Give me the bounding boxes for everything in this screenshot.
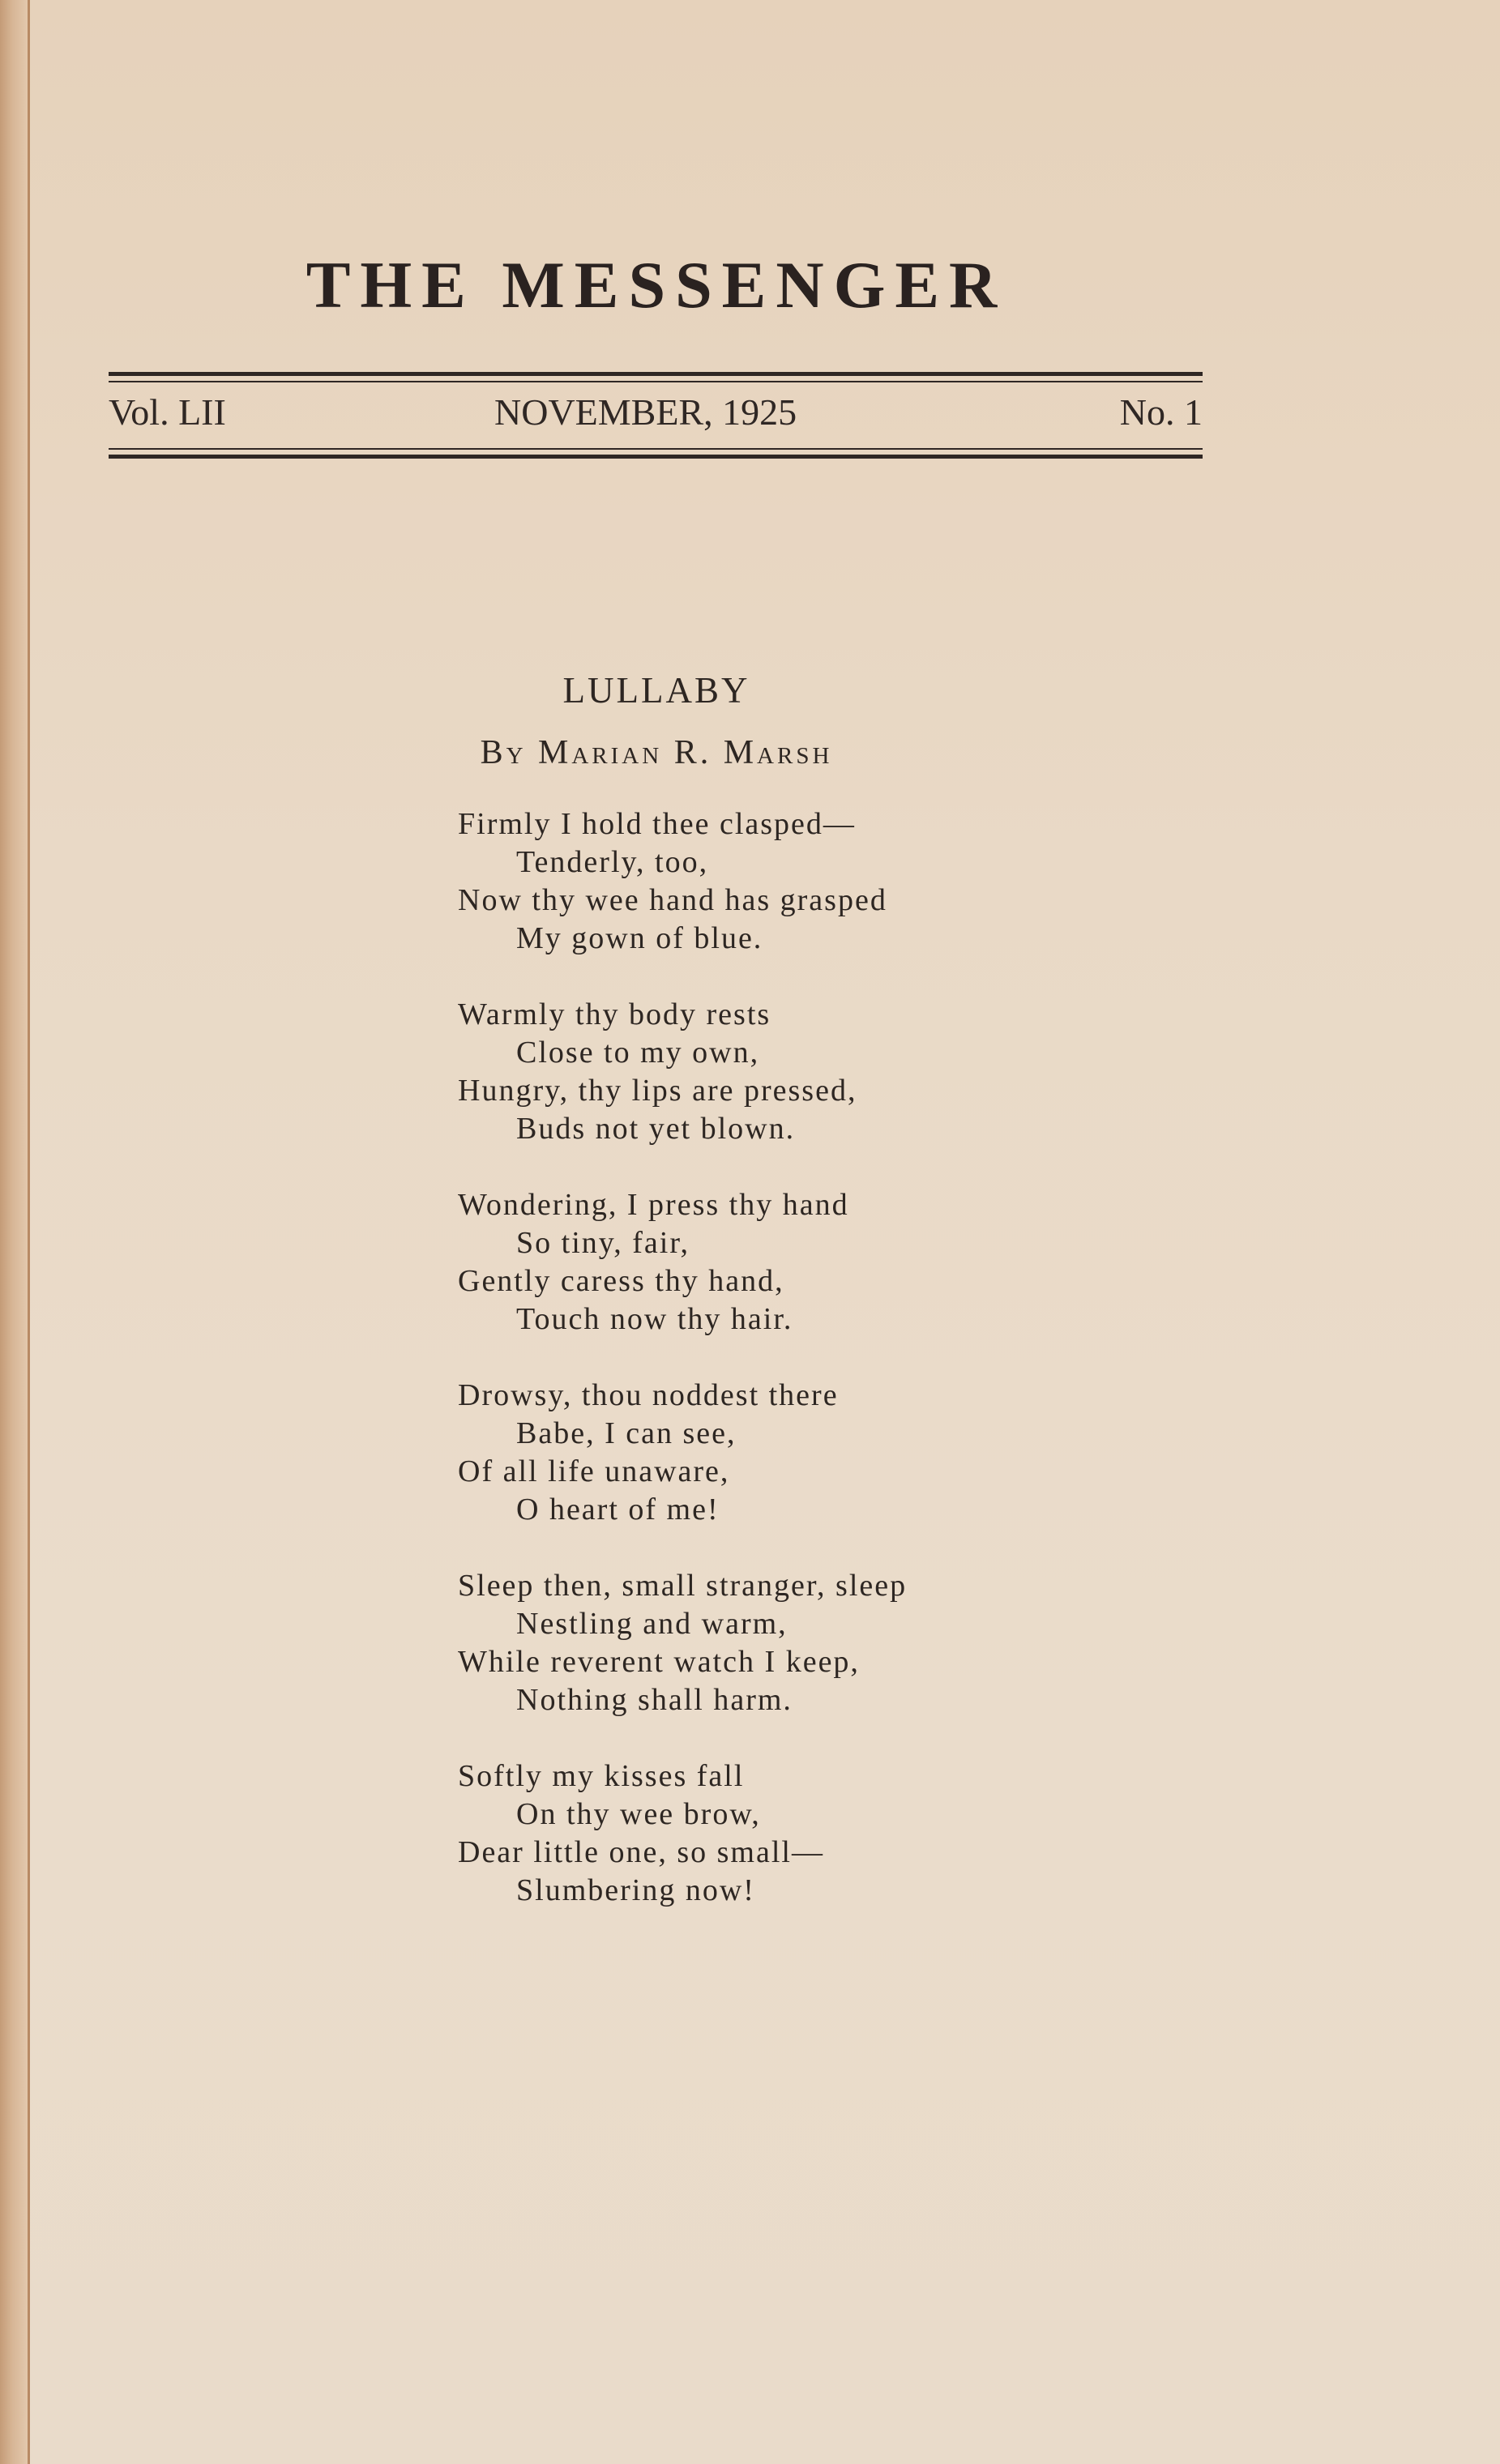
poem-line: Dear little one, so small—	[458, 1835, 824, 1869]
poem-line: Wondering, I press thy hand	[458, 1188, 849, 1222]
poem-line: While reverent watch I keep,	[458, 1645, 860, 1679]
issue-date: NOVEMBER, 1925	[494, 391, 797, 433]
stanza	[458, 1757, 1106, 1910]
poem-line: So tiny, fair,	[516, 1226, 690, 1260]
poem-body	[458, 805, 1106, 1948]
masthead-bottom-rule	[109, 448, 1203, 459]
poem-line: Sleep then, small stranger, sleep	[458, 1569, 908, 1603]
volume-label: Vol. LII	[109, 391, 226, 433]
poem-line: Nothing shall harm.	[516, 1683, 793, 1717]
poem-line: Hungry, thy lips are pressed,	[458, 1074, 857, 1108]
poem-line: Gently caress thy hand,	[458, 1264, 784, 1298]
poem-line: Warmly thy body rests	[458, 997, 771, 1031]
poem-line: Tenderly, too,	[516, 845, 709, 879]
poem-line: My gown of blue.	[516, 921, 763, 955]
poem-byline: By Marian R. Marsh	[480, 734, 833, 771]
poem-line: Of all life unaware,	[458, 1454, 730, 1488]
poem-line: Slumbering now!	[516, 1873, 755, 1907]
masthead-top-rule	[109, 372, 1203, 382]
stanza	[458, 1186, 1106, 1339]
issue-number: No. 1	[1119, 391, 1203, 433]
stanza	[458, 1567, 1106, 1719]
stanza	[458, 996, 1106, 1148]
poem-line: Buds not yet blown.	[516, 1112, 796, 1146]
poem-line: On thy wee brow,	[516, 1797, 761, 1831]
poem-line: Softly my kisses fall	[458, 1759, 745, 1793]
poem-line: O heart of me!	[516, 1492, 720, 1527]
stanza	[458, 1377, 1106, 1529]
poem-line: Drowsy, thou noddest there	[458, 1378, 839, 1412]
poem-line: Babe, I can see,	[516, 1416, 737, 1450]
poem-title: LULLABY	[562, 670, 750, 711]
poem-line: Firmly I hold thee clasped—	[458, 807, 856, 841]
poem-line: Close to my own,	[516, 1036, 760, 1070]
poem-line: Touch now thy hair.	[516, 1302, 793, 1336]
masthead-dateline	[109, 391, 1203, 439]
stanza	[458, 805, 1106, 958]
page-binding-edge	[0, 0, 28, 2464]
poem-line: Nestling and warm,	[516, 1607, 788, 1641]
masthead-title: THE MESSENGER	[306, 248, 1007, 322]
poem-line: Now thy wee hand has grasped	[458, 883, 887, 917]
page-binding-line	[28, 0, 30, 2464]
